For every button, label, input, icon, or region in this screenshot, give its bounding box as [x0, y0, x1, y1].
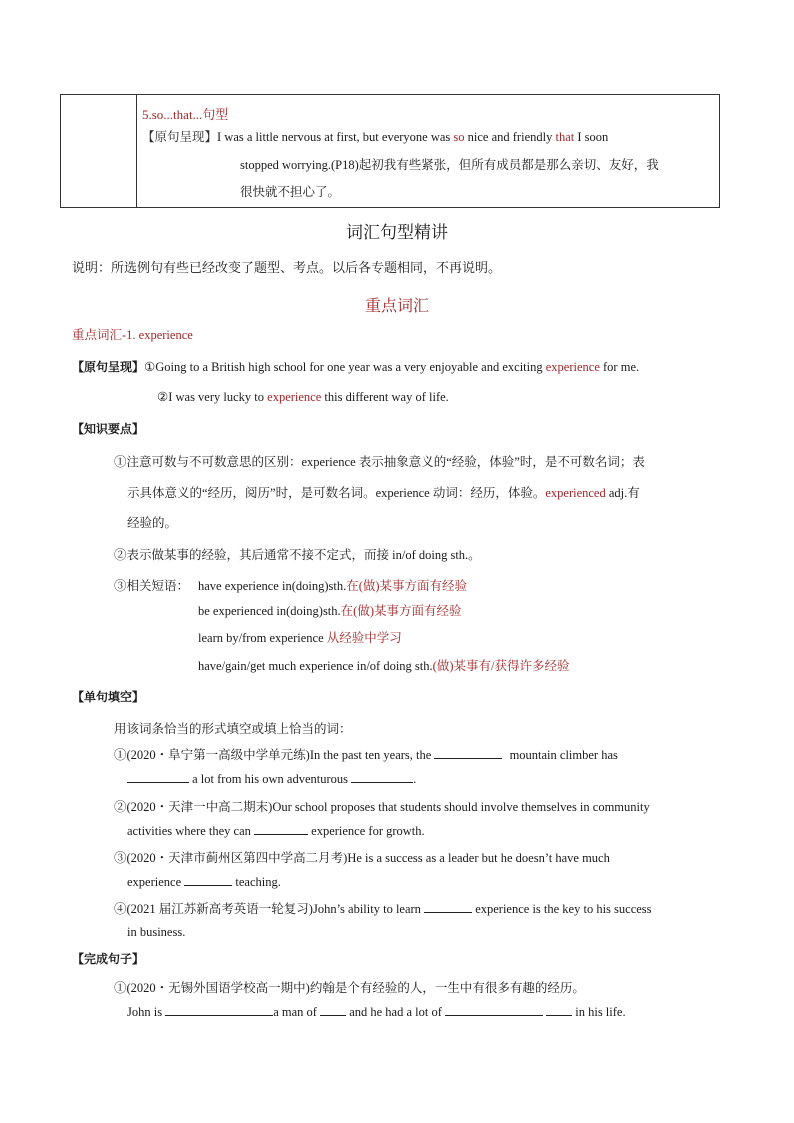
- knowledge-point-3-label: ③相关短语：: [114, 579, 190, 593]
- table-divider: [136, 95, 137, 207]
- keyword-experience: experience: [267, 390, 322, 404]
- answer-blank[interactable]: [254, 823, 308, 835]
- fill-instruction: 用该词条恰当的形式填空或填上恰当的词：: [114, 722, 352, 736]
- keyword-experience: experience: [545, 360, 600, 374]
- answer-blank[interactable]: [165, 1004, 273, 1016]
- table-sentence-line1: 【原句呈现】I was a little nervous at first, but everyone was so nice and friendly that I soon: [142, 129, 609, 144]
- knowledge-point-1-line2: 示具体意义的“经历，阅历”时，是可数名词。experience 动词：经历，体验。experienced adj.有: [127, 486, 640, 500]
- answer-blank[interactable]: [320, 1004, 346, 1016]
- knowledge-point-1-line1: ①注意可数与不可数意思的区别：experience 表示抽象意义的“经验，体验”时，是不可数名词；表: [114, 455, 645, 469]
- answer-blank[interactable]: [445, 1004, 543, 1016]
- fill-question-2-line2: activities where they can experience for growth.: [127, 824, 425, 838]
- phrase-item: have experience in(doing)sth.在(做)某事方面有经验: [198, 579, 468, 593]
- original-tag: 【原句呈现】: [72, 360, 145, 374]
- answer-blank[interactable]: [127, 771, 189, 783]
- answer-blank[interactable]: [424, 901, 472, 913]
- keyword-that: that: [555, 130, 575, 144]
- table-sentence-line2: stopped worrying.(P18)起初我有些紧张，但所有成员都是那么亲切、友好，我: [240, 158, 659, 172]
- knowledge-point-1-line3: 经验的。: [127, 516, 178, 530]
- note-text: 说明：所选例句有些已经改变了题型、考点。以后各专题相同，不再说明。: [72, 260, 502, 275]
- table-sentence-line3: 很快就不担心了。: [240, 185, 341, 199]
- phrase-item: learn by/from experience 从经验中学习: [198, 631, 402, 645]
- vocab-heading: 重点词汇-1. experience: [72, 328, 193, 342]
- knowledge-tag: 【知识要点】: [72, 422, 145, 436]
- original-sentence-1: 【原句呈现】①Going to a British high school for one year was a very enjoyable and exciting experience for me.: [72, 360, 640, 374]
- answer-blank[interactable]: [351, 771, 413, 783]
- fill-question-1-line2: a lot from his own adventurous .: [127, 771, 416, 787]
- table-tag: 【原句呈现】: [142, 129, 218, 144]
- complete-question-1: ①(2020・无锡外国语学校高一期中)约翰是个有经验的人，一生中有很多有趣的经历。: [114, 981, 585, 995]
- fill-question-4-line2: in business.: [127, 925, 186, 939]
- fill-question-3-line2: experience teaching.: [127, 875, 281, 889]
- complete-answer-line: John is a man of and he had a lot of in his life.: [127, 1005, 626, 1019]
- keyword-so: so: [453, 130, 465, 144]
- fill-question-3-line1: ③(2020・天津市蓟州区第四中学高二月考)He is a success as a leader but he doesn’t have much: [114, 851, 610, 865]
- fill-question-1-line1: ①(2020・阜宁第一高级中学单元练)In the past ten years, the mountain climber has: [114, 748, 618, 762]
- knowledge-point-2: ②表示做某事的经验，其后通常不接不定式，而接 in/of doing sth.。: [114, 548, 481, 562]
- phrase-item: be experienced in(doing)sth.在(做)某事方面有经验: [198, 604, 462, 618]
- fill-tag: 【单句填空】: [72, 690, 145, 704]
- phrase-item: have/gain/get much experience in/of doing sth.(做)某事有/获得许多经验: [198, 659, 570, 673]
- complete-tag: 【完成句子】: [72, 952, 145, 966]
- original-sentence-2: ②I was very lucky to experience this different way of life.: [157, 390, 449, 404]
- section-title: 重点词汇: [364, 296, 429, 315]
- fill-question-4-line1: ④(2021 届江苏新高考英语一轮复习)John’s ability to learn experience is the key to his success: [114, 902, 652, 916]
- answer-blank[interactable]: [184, 874, 232, 886]
- page-title: 词汇句型精讲: [346, 223, 448, 243]
- answer-blank[interactable]: [546, 1004, 572, 1016]
- fill-question-2-line1: ②(2020・天津一中高二期末)Our school proposes that students should involve themselves in community: [114, 800, 650, 814]
- answer-blank[interactable]: [434, 747, 502, 759]
- keyword-experienced: experienced: [545, 486, 606, 500]
- table-heading: 5.so...that...句型: [142, 107, 229, 122]
